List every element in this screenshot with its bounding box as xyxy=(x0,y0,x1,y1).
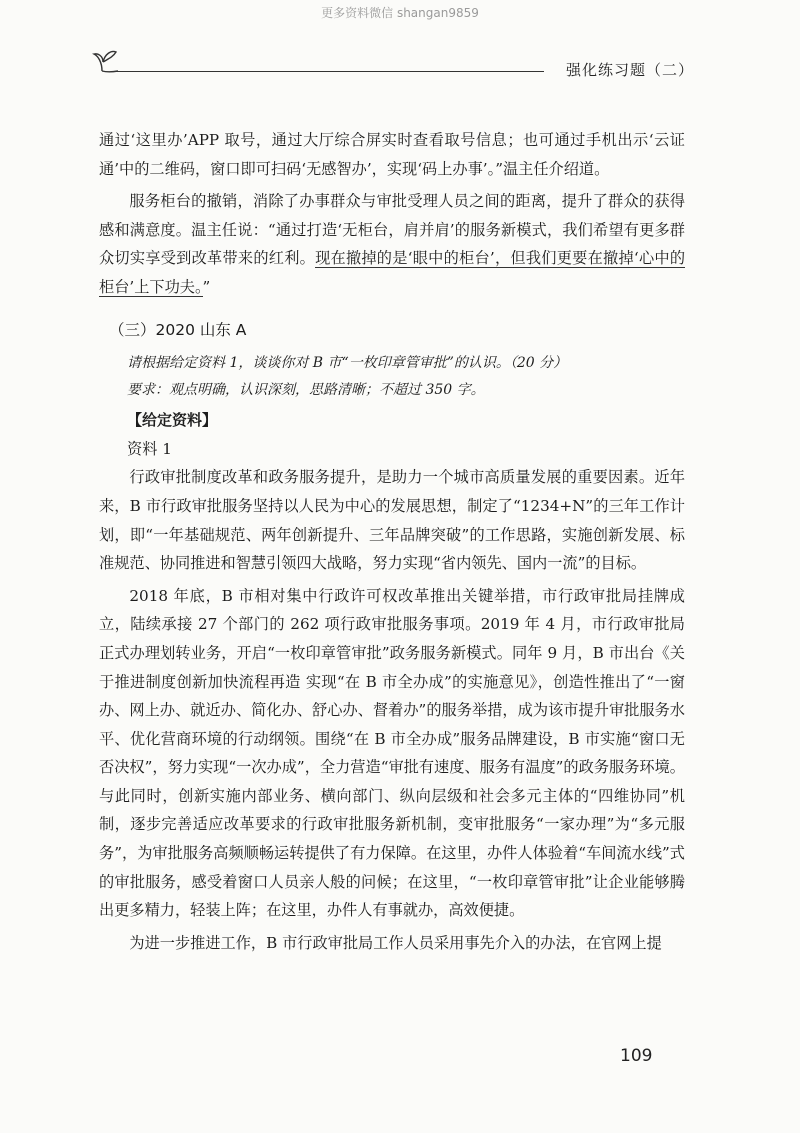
page-header xyxy=(92,44,694,78)
material-label: 资料 1 xyxy=(127,439,172,458)
paragraph-counter-text: 服务柜台的撤销，消除了办事群众与审批受理人员之间的距离，提升了群众的获得感和满意度。温主任说：“通过打造‘无柜台，肩并肩’的服务新模式，我们希望有更多群众切实享受到改革带来的红利。 xyxy=(99,192,685,268)
page-body xyxy=(99,126,685,961)
paragraph-counter xyxy=(99,187,685,301)
given-material-heading: 【给定资料】 xyxy=(127,411,218,430)
requirement-line: 要求：观点明确，认识深刻，思路清晰；不超过 350 字。 xyxy=(127,382,485,399)
header-title: 强化练习题（二） xyxy=(565,61,694,79)
material-paragraph-2: 2018 年底，B 市相对集中行政许可权改革推出关键举措，市行政审批局挂牌成立，陆续承接 27 个部门的 262 项行政审批服务事项。2019 年 4 月，市行政审批局正式办理划转业务，开启“一枚印章管审批”政务服务新模式。同年 9 月，B 市出台《关于推进制度创新加快流程再造 实现“在 B 市全办成”的实施意见》，创造性推出了“一窗办、网上办、就近办、简化办、舒心办、督着办”的服务举措，成为该市提升审批服务水平、优化营商环境的行动纲领。围绕“在 B 市全办成”服务品牌建设，B 市实施“窗口无否决权”，努力实现“一次办成”，全力营造“审批有速度、服务有温度”的政务服务环境。与此同时，创新实施内部业务、横向部门、纵向层级和社会多元主体的“四维协同”机制，逐步完善适应改革要求的行政审批服务新机制，变审批服务“一家办理”为“多元服务”，为审批服务高频顺畅运转提供了有力保障。在这里，办件人体验着“车间流水线”式的审批服务，感受着窗口人员亲人般的问候；在这里，“一枚印章管审批”让企业能够腾出更多精力，轻装上阵；在这里，办件人有事就办，高效便捷。 xyxy=(99,586,685,920)
watermark-text: 更多资料微信 shangan9859 xyxy=(321,6,479,20)
header-rule xyxy=(116,71,544,72)
section-heading: （三）2020 山东 A xyxy=(109,320,247,339)
paragraph-top: 通过‘这里办’APP 取号，通过大厅综合屏实时查看取号信息；也可通过手机出示‘云证通’中的二维码，窗口即可扫码‘无感智办’，实现‘码上办事’。”温主任介绍道。 xyxy=(99,131,685,178)
page-number: 109 xyxy=(620,1046,653,1066)
material-paragraph-3: 为进一步推进工作，B 市行政审批局工作人员采用事先介入的办法，在官网上提 xyxy=(129,933,662,952)
underlined-quote: 现在撤掉的是‘眼中的柜台’，但我们更要在撤掉‘心中的柜台’上下功夫。 xyxy=(99,249,686,296)
closing-quote: ” xyxy=(202,277,211,296)
sprout-icon xyxy=(92,44,124,74)
question-line: 请根据给定资料 1，谈谈你对 B 市“一枚印章管审批”的认识。（20 分） xyxy=(127,355,568,372)
material-paragraph-1: 行政审批制度改革和政务服务提升，是助力一个城市高质量发展的重要因素。近年来，B 市行政审批服务坚持以人民为中心的发展思想，制定了“1234+N”的三年工作计划，即“一年基础规范、两年创新提升、三年品牌突破”的工作思路，实施创新发展、标准规范、协同推进和智慧引领四大战略，努力实现“省内领先、国内一流”的目标。 xyxy=(99,468,685,573)
